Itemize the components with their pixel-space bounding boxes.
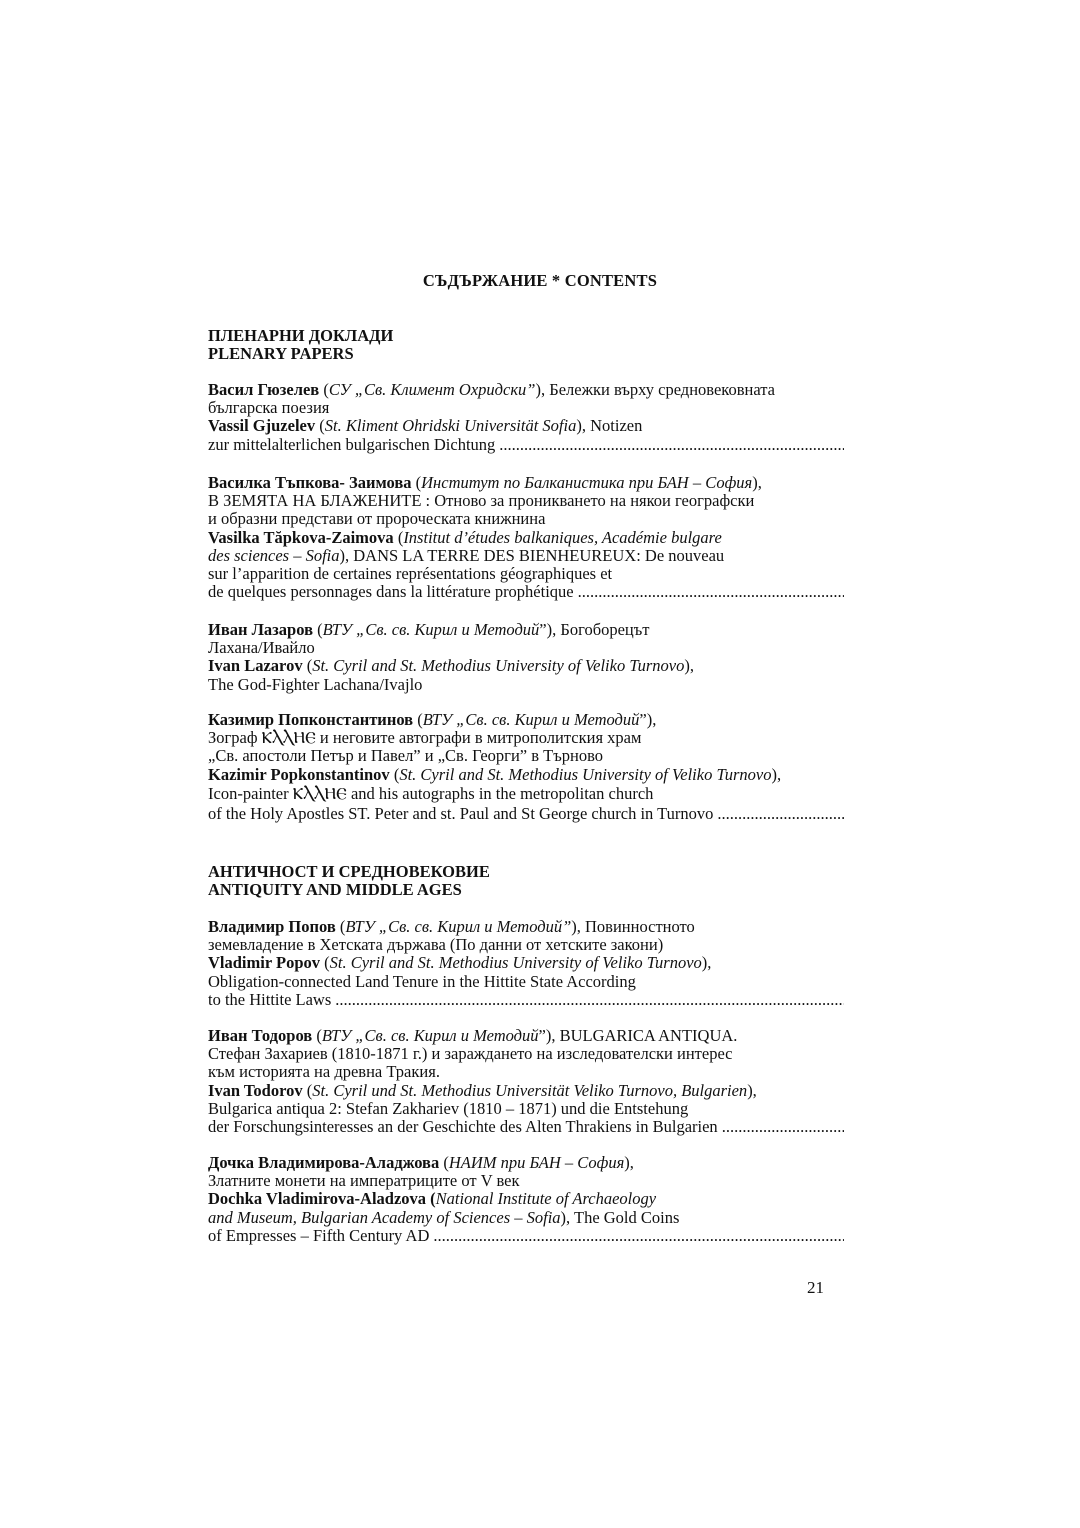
entry-title-bg: ), bbox=[624, 1154, 634, 1172]
toc-entry[interactable] bbox=[208, 1154, 844, 1245]
entry-title-en: ), Notizen bbox=[576, 417, 643, 436]
entry-line: Ivan Lazarov (St. Cyril and St. Methodius University of Veliko Turnovo), bbox=[208, 657, 694, 676]
affiliation-en: St. Cyril and St. Methodius University of Veliko Turnovo bbox=[312, 657, 685, 676]
author-en: Ivan Todorov bbox=[208, 1081, 303, 1100]
affiliation-bg: СУ „Св. Климент Охридски” bbox=[328, 381, 536, 399]
toc-entry[interactable] bbox=[208, 1027, 844, 1136]
affiliation-en: des sciences – Sofia bbox=[208, 546, 340, 565]
toc-entry[interactable] bbox=[208, 621, 844, 694]
entry-title-en: ), The Gold Coins bbox=[560, 1208, 680, 1227]
section-heading-en: PLENARY PAPERS bbox=[208, 344, 354, 363]
affiliation-bg: ВТУ „Св. св. Кирил и Методий bbox=[322, 621, 540, 639]
section-heading-bg: АНТИЧНОСТ И СРЕДНОВЕКОВИЕ bbox=[208, 862, 490, 881]
affiliation-bg: Институт по Балканистика при БАН – София bbox=[421, 474, 753, 492]
entry-title-bg: Зограф ⲔⲖⲖⲎⲈ и неговите автографи в митрополитския храм bbox=[208, 729, 642, 748]
entry-title-en: to the Hittite Laws bbox=[208, 989, 332, 1009]
affiliation-en: St. Cyril and St. Methodius University of Veliko Turnovo bbox=[399, 765, 772, 784]
author-en: Vasilka Tăpkova-Zaimova bbox=[208, 528, 394, 547]
author-bg: Иван Лазаров bbox=[208, 621, 313, 639]
entry-title-en: ), bbox=[701, 954, 712, 973]
entry-title-bg: ), Повинностното bbox=[571, 918, 695, 936]
entry-title-en: of Empresses – Fifth Century AD bbox=[208, 1225, 430, 1245]
entry-line: Владимир Попов (ВТУ „Св. св. Кирил и Методий”), Повинностното bbox=[208, 918, 695, 936]
section-heading-bg: ПЛЕНАРНИ ДОКЛАДИ bbox=[208, 326, 394, 345]
author-bg: Иван Тодоров bbox=[208, 1027, 313, 1045]
entry-line: Vasilka Tăpkova-Zaimova (Institut d’études balkaniques, Académie bulgare bbox=[208, 528, 722, 547]
entry-line bbox=[208, 1209, 844, 1227]
author-bg: Владимир Попов bbox=[208, 918, 336, 936]
affiliation-en: and Museum, Bulgarian Academy of Sciences – Sofia bbox=[208, 1208, 561, 1227]
author-en: Dochka Vladimirova-Aladzova ( bbox=[208, 1190, 436, 1209]
dot-leader bbox=[335, 991, 844, 1009]
entry-line: Дочка Владимирова-Аладжова (НАИМ при БАН – София), bbox=[208, 1154, 634, 1172]
entry-line: Казимир Попконстантинов (ВТУ „Св. св. Кирил и Методий”), bbox=[208, 711, 657, 729]
author-en: Kazimir Popkonstantinov bbox=[208, 765, 390, 784]
affiliation-bg: ВТУ „Св. св. Кирил и Методий bbox=[422, 711, 640, 729]
entry-title-bg: земевладение в Хетската държава (По данни от хетските закони) bbox=[208, 936, 664, 955]
affiliation-bg: ВТУ „Св. св. Кирил и Методий bbox=[321, 1027, 539, 1045]
entry-title-bg: към историята на древна Тракия. bbox=[208, 1063, 440, 1082]
section-plenary-papers bbox=[208, 327, 844, 363]
affiliation-en: St. Cyril und St. Methodius Universität Veliko Turnovo, Bulgarien bbox=[312, 1081, 748, 1100]
toc-entry[interactable] bbox=[208, 711, 844, 824]
dot-leader bbox=[499, 436, 844, 454]
entry-title-bg: българска поезия bbox=[208, 399, 330, 418]
author-bg: Казимир Попконстантинов bbox=[208, 711, 414, 729]
toc-entry[interactable] bbox=[208, 474, 844, 601]
entry-title-en: de quelques personnages dans la littérature prophétique bbox=[208, 582, 574, 602]
entry-line: Vladimir Popov (St. Cyril and St. Methodius University of Veliko Turnovo), bbox=[208, 954, 712, 973]
entry-title-en: of the Holy Apostles ST. Peter and st. Paul and St George church in Turnovo bbox=[208, 803, 714, 823]
entry-leader-line bbox=[208, 991, 844, 1009]
author-en: Ivan Lazarov bbox=[208, 657, 303, 676]
entry-line: Васил Гюзелев (СУ „Св. Климент Охридски”), Бележки върху средновековната bbox=[208, 381, 775, 399]
entry-title-bg: ”), Богоборецът bbox=[539, 621, 650, 639]
entry-line bbox=[208, 547, 844, 565]
affiliation-en: St. Kliment Ohridski Universität Sofia bbox=[324, 417, 577, 436]
dot-leader bbox=[717, 804, 844, 824]
section-heading-en: ANTIQUITY AND MIDDLE AGES bbox=[208, 880, 462, 899]
entry-title-en: ), bbox=[771, 765, 782, 784]
entry-line: Ivan Todorov (St. Cyril und St. Methodius Universität Veliko Turnovo, Bulgarien), bbox=[208, 1081, 757, 1100]
entry-title-bg: „Св. апостоли Петър и Павел” и „Св. Георги” в Търново bbox=[208, 747, 604, 766]
entry-title-bg: Стефан Захариев (1810-1871 г.) и зараждането на изследователски интерес bbox=[208, 1045, 733, 1064]
entry-title-bg: Лахана/Ивайло bbox=[208, 639, 315, 658]
entry-title-bg: ”), BULGARICA ANTIQUA. bbox=[538, 1027, 738, 1045]
entry-line: Kazimir Popkonstantinov (St. Cyril and St. Methodius University of Veliko Turnovo), bbox=[208, 765, 782, 784]
entry-title-bg: ), bbox=[752, 474, 762, 492]
entry-title-en: ), bbox=[747, 1081, 757, 1100]
author-bg: Дочка Владимирова-Аладжова bbox=[208, 1154, 440, 1172]
page-number: 21 bbox=[807, 1278, 824, 1297]
author-bg: Василка Тъпкова- Заимова bbox=[208, 474, 412, 492]
entry-title-bg: ”), bbox=[639, 711, 657, 729]
dot-leader bbox=[578, 583, 844, 601]
entry-title-bg: ), Бележки върху средновековната bbox=[535, 381, 775, 399]
author-en: Vladimir Popov bbox=[208, 954, 320, 973]
entry-title-en: Icon-painter ⲔⲖⲖⲎⲈ and his autographs in the metropolitan church bbox=[208, 783, 654, 803]
entry-title-en: ), bbox=[684, 657, 694, 676]
entry-leader-line bbox=[208, 804, 844, 824]
entry-leader-line bbox=[208, 1227, 844, 1245]
entry-leader-line bbox=[208, 1118, 844, 1136]
author-en: Vassil Gjuzelev bbox=[208, 417, 316, 436]
entry-line: Иван Тодоров (ВТУ „Св. св. Кирил и Методий”), BULGARICA ANTIQUA. bbox=[208, 1027, 738, 1045]
affiliation-bg: ВТУ „Св. св. Кирил и Методий” bbox=[345, 918, 572, 936]
entry-title-en: sur l’apparition de certaines représentations géographiques et bbox=[208, 565, 613, 584]
toc-entry[interactable] bbox=[208, 918, 844, 1009]
entry-title-en: Obligation-connected Land Tenure in the Hittite State According bbox=[208, 972, 636, 991]
entry-title-en: The God-Fighter Lachana/Ivajlo bbox=[208, 675, 423, 694]
entry-title-en: Bulgarica antiqua 2: Stefan Zakhariev (1810 – 1871) und die Entstehung bbox=[208, 1099, 689, 1118]
section-antiquity-middle-ages bbox=[208, 863, 844, 899]
entry-title-en: zur mittelalterlichen bulgarischen Dichtung bbox=[208, 434, 496, 454]
dot-leader bbox=[433, 1227, 844, 1245]
affiliation-bg: НАИМ при БАН – София bbox=[448, 1154, 625, 1172]
entry-line: Vassil Gjuzelev (St. Kliment Ohridski Universität Sofia), Notizen bbox=[208, 417, 643, 436]
entry-title-en: ), DANS LA TERRE DES BIENHEUREUX: De nouveau bbox=[339, 546, 725, 565]
toc-entry[interactable] bbox=[208, 381, 844, 454]
entry-leader-line bbox=[208, 583, 844, 601]
entry-title-en: der Forschungsinteresses an der Geschichte des Alten Thrakiens in Bulgarien bbox=[208, 1117, 718, 1137]
affiliation-en: St. Cyril and St. Methodius University of Veliko Turnovo bbox=[329, 954, 702, 973]
entry-title-bg: В ЗЕМЯТА НА БЛАЖЕНИТЕ : Отново за проникването на някои географски bbox=[208, 492, 755, 511]
affiliation-en: National Institute of Archaeology bbox=[435, 1190, 657, 1209]
affiliation-en: Institut d’études balkaniques, Académie bulgare bbox=[403, 528, 722, 547]
entry-line: Василка Тъпкова- Заимова (Институт по Балканистика при БАН – София), bbox=[208, 474, 762, 492]
entry-line bbox=[208, 1190, 844, 1208]
entry-leader-line bbox=[208, 436, 844, 454]
entry-title-bg: Златните монети на императриците от V век bbox=[208, 1172, 520, 1191]
entry-title-bg: и образни представи от пророческата книжнина bbox=[208, 510, 546, 529]
dot-leader bbox=[722, 1118, 844, 1136]
author-bg: Васил Гюзелев bbox=[208, 381, 320, 399]
page-title: СЪДЪРЖАНИЕ * CONTENTS bbox=[422, 271, 658, 290]
entry-line: Иван Лазаров (ВТУ „Св. св. Кирил и Методий”), Богоборецът bbox=[208, 621, 650, 639]
